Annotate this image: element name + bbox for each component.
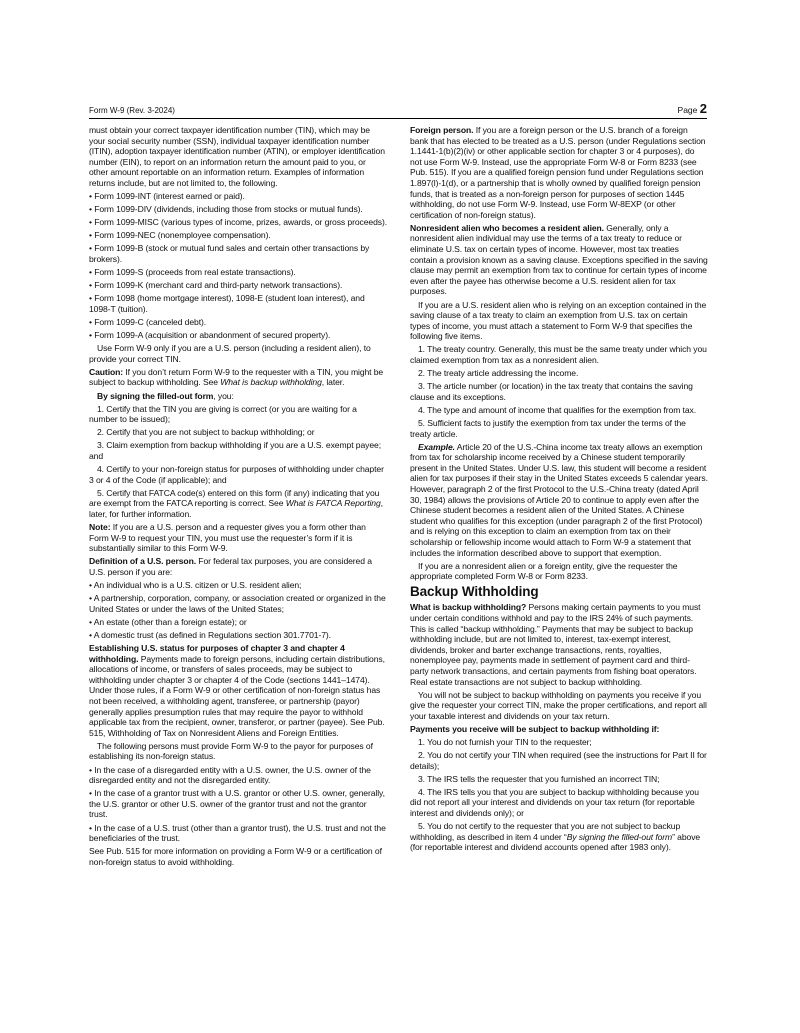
paragraph-text: You will not be subject to backup withholding on payments you receive if you give the requester your correct TIN, make the proper certifications, and report all your taxable interest and dividends on your tax return. [410,689,707,721]
paragraph [89,293,387,314]
paragraph-text: , later. [321,377,345,388]
paragraph-lead: By signing the filled-out form [97,390,214,401]
paragraph [410,125,708,220]
paragraph [410,418,708,439]
paragraph [89,741,387,762]
paragraph [89,522,387,554]
paragraph-text: 1. The treaty country. Generally, this must be the same treaty under which you claimed exemption from tax as a nonresident alien. [410,344,707,365]
paragraph-text: • Form 1099-INT (interest earned or paid). [89,191,245,202]
paragraph [89,556,387,577]
page-number [678,101,707,116]
paragraph-text: The following persons must provide Form W-9 to the payor for purposes of establishing its non-foreign status. [89,740,373,762]
paragraph [89,404,387,425]
paragraph [89,217,387,228]
paragraph-text: • A domestic trust (as defined in Regulations section 301.7701-7). [89,629,331,640]
paragraph-text: • In the case of a disregarded entity with a U.S. owner, the U.S. owner of the disregarded entity and not the disregarded entity. [89,764,371,786]
paragraph-lead: What is backup withholding? [410,602,527,613]
paragraph-text: If you are a nonresident alien or a foreign entity, give the requester the appropriate completed Form W-8 or Form 8233. [410,560,678,582]
paragraph [89,823,387,844]
paragraph [89,191,387,202]
paragraph [89,317,387,328]
paragraph-lead: Foreign person. [410,125,474,135]
paragraph-reference: What is FATCA Reporting [285,498,381,509]
paragraph-text: 4. Certify to your non-foreign status for purposes of withholding under chapter 3 or 4 of the Code (if applicable); and [89,464,384,485]
paragraph-text: ” above (for reportable interest and dividend accounts opened after 1983 only). [410,831,701,853]
paragraph-text: • A partnership, corporation, company, or association created or organized in the United States or under the laws of the United States; [89,593,386,614]
paragraph [89,593,387,614]
paragraph-text: Article 20 of the U.S.-China income tax treaty allows an exemption from tax for scholarship income received by a Chinese student temporarily present in the United States. Under U.S. law, this student will become a resident alien for tax purposes if their stay in the United States exceeds 5 calendar years. However, paragraph 2 of the first Protocol to the U.S.-China treaty (dated April 30, 1984) allows the provisions of Article 20 to continue to apply even after the Chinese student becomes a resident alien of the United States. A Chinese student who qualifies for this exception (under paragraph 2 of the first Protocol) and is relying on this exception to claim an exemption from tax on their scholarship or fellowship income would attach to Form W-9 a statement that includes the information described above to support that exemption. [410,441,708,558]
paragraph [89,427,387,438]
paragraph [410,561,708,582]
paragraph [89,440,387,461]
paragraph-text: , later, for further information. [89,498,383,519]
paragraph-text: Persons making certain payments to you must under certain conditions withhold and pay to the IRS 24% of such payments. This is called “backup withholding.” Payments that may be subject to backup withholding include, but are not limited to, interest, tax-exempt interest, dividends, broker and barter exchange transactions, rents, royalties, nonemployee pay, payments made in settlement of payment card and third-party network transactions, and certain payments from fishing boat operators. Real estate transactions are not subject to backup withholding. [410,602,701,687]
paragraph-text: 5. Certify that FATCA code(s) entered on this form (if any) indicating that you are exempt from the FATCA reporting is correct. See [89,487,380,509]
paragraph [410,750,708,771]
paragraph-text: If you are a foreign person or the U.S. branch of a foreign bank that has elected to be treated as a U.S. person (under Regulations section 1.1441-1(b)(2)(iv) or other applicable section for chapter 3 or 4 purposes), do not use Form W-9. Instead, use the appropriate Form W-8 or Form 8233 (see Pub. 515). If you are a qualified foreign pension fund under Regulations section 1.897(l)-1(d), or a partnership that is wholly owned by qualified foreign pension funds, that is treated as a non-foreign person for purposes of section 1445 withholding, do not use Form W-9. Instead, use Form W-8EXP (or other certification of non-foreign status). [410,125,706,220]
left-column [89,125,387,870]
paragraph-text: , you: [213,390,234,401]
page-number-value: 2 [699,101,707,116]
paragraph-text: • Form 1099-K (merchant card and third-party network transactions). [89,280,343,291]
paragraph-reference: By signing the filled-out form [566,831,673,842]
paragraph [410,381,708,402]
paragraph-text: Payments made to foreign persons, including certain distributions, allocations of income, or transfers of sales proceeds, may be subject to withholding under chapter 3 or chapter 4 of the Code (sections 1441–1474). Under those rules, if a Form W-9 or other certification of non-foreign status has not been received, a withholding agent, transferee, or partnership (payor) generally applies presumption rules that may require the payor to withhold applicable tax from the recipient, owner, transferor, or partner (payee). See Pub. 515, Withholding of Tax on Nonresident Aliens and Foreign Entities. [89,653,385,738]
paragraph-text: • Form 1098 (home mortgage interest), 1098-E (student loan interest), and 1098-T (tuition). [89,293,365,314]
page-label: Page [677,105,698,115]
paragraph [410,442,708,559]
paragraph [410,774,708,785]
paragraph [89,243,387,264]
form-identifier: Form W-9 (Rev. 3-2024) [89,106,175,115]
paragraph-text: must obtain your correct taxpayer identification number (TIN), which may be your social security number (SSN), individual taxpayer identification number (ITIN), adoption taxpayer identification number (ATIN), or employer identification number (EIN), to report on an information return the amount paid to you, or other amount reportable on an information return. Examples of information returns include, but are not limited to, the following. [89,125,385,188]
paragraph [89,330,387,341]
paragraph-text: • Form 1099-DIV (dividends, including those from stocks or mutual funds). [89,204,363,215]
paragraph-text: • Form 1099-B (stock or mutual fund sales and certain other transactions by brokers). [89,243,370,265]
paragraph [89,788,387,820]
paragraph [89,643,387,738]
paragraph-text: • In the case of a grantor trust with a U.S. grantor or other U.S. owner, generally, the U.S. grantor or other U.S. owner of the grantor trust and not the grantor trust. [89,788,385,820]
paragraph-lead: Definition of a U.S. person. [89,556,197,567]
paragraph-text: 4. The type and amount of income that qualifies for the exemption from tax. [418,404,697,415]
paragraph-reference: What is backup withholding [220,377,322,388]
paragraph-text: • Form 1099-S (proceeds from real estate transactions). [89,267,296,278]
paragraph-text: 3. The article number (or location) in the tax treaty that contains the saving clause and its exceptions. [410,381,693,402]
paragraph-text: • Form 1099-A (acquisition or abandonment of secured property). [89,330,331,341]
paragraph-lead: Payments you receive will be subject to backup withholding if: [410,723,660,734]
paragraph [89,230,387,241]
paragraph-text: 4. The IRS tells you that you are subject to backup withholding because you did not report all your interest and dividends on your tax return (for reportable interest and dividends only); or [410,786,699,819]
paragraph-text: • Form 1099-C (canceled debt). [89,317,207,327]
paragraph [89,765,387,786]
paragraph [89,617,387,628]
paragraph [410,821,708,853]
paragraph-text: 2. You do not certify your TIN when required (see the instructions for Part II for details); [410,750,707,771]
paragraph [89,630,387,641]
paragraph [410,737,708,748]
paragraph [410,368,708,379]
paragraph [410,690,708,722]
paragraph-text: 1. You do not furnish your TIN to the requester; [418,736,592,747]
paragraph-lead: Example. [418,441,455,452]
paragraph-text: 5. Sufficient facts to justify the exemption from tax under the terms of the treaty article. [410,417,686,439]
paragraph-lead: Note: [89,522,111,533]
paragraph-text: • In the case of a U.S. trust (other than a grantor trust), the U.S. trust and not the beneficiaries of the trust. [89,822,386,844]
paragraph-text: 3. The IRS tells the requester that you furnished an incorrect TIN; [418,773,660,784]
paragraph-lead: Establishing U.S. status for purposes of chapter 3 and chapter 4 withholding. [89,643,345,664]
paragraph-text: 5. You do not certify to the requester that you are not subject to backup withholding, as described in item 4 under “ [410,821,681,842]
paragraph-text: If you are a U.S. person and a requester gives you a form other than Form W-9 to request your TIN, you must use the requester’s form if it is substantially similar to this Form W-9. [89,522,366,554]
paragraph [89,846,387,867]
paragraph-text: 1. Certify that the TIN you are giving is correct (or you are waiting for a number to be issued); [89,403,357,425]
paragraph-text: 3. Claim exemption from backup withholding if you are a U.S. exempt payee; and [89,440,381,462]
paragraph [89,488,387,520]
paragraph-text: 2. The treaty article addressing the income. [418,368,579,379]
paragraph [410,300,708,342]
paragraph [89,343,387,364]
paragraph [410,602,708,687]
paragraph-text: • Form 1099-MISC (various types of income, prizes, awards, or gross proceeds). [89,217,388,228]
paragraph-lead: Caution: [89,366,124,377]
paragraph-text: Use Form W-9 only if you are a U.S. person (including a resident alien), to provide your correct TIN. [89,343,371,364]
paragraph-text: If you are a U.S. resident alien who is relying on an exception contained in the saving clause of a tax treaty to claim an exemption from U.S. tax on certain types of income, you must attach a statement to Form W-9 that specifies the following five items. [410,299,707,342]
paragraph-text: • Form 1099-NEC (nonemployee compensation). [89,230,271,241]
paragraph-text: See Pub. 515 for more information on providing a Form W-9 or a certification of non-foreign status to avoid withholding. [89,846,382,867]
paragraph [89,280,387,291]
paragraph [89,125,387,189]
paragraph [89,267,387,278]
paragraph [89,204,387,215]
paragraph-text: Generally, only a nonresident alien individual may use the terms of a tax treaty to reduce or eliminate U.S. tax on certain types of income. However, most tax treaties contain a provision known as a saving clause. Exceptions specified in the saving clause may permit an exemption from tax to continue for certain types of income even after the payee has otherwise become a U.S. resident alien for tax purposes. [410,222,708,297]
paragraph-text: For federal tax purposes, you are considered a U.S. person if you are: [89,556,372,577]
paragraph [89,580,387,591]
right-column [410,125,708,855]
paragraph [89,367,387,388]
section-heading: Backup Withholding [410,584,539,600]
paragraph [410,344,708,365]
header-rule [89,118,707,119]
paragraph [89,464,387,485]
paragraph-text: • An individual who is a U.S. citizen or U.S. resident alien; [89,580,302,591]
paragraph [410,787,708,819]
paragraph [410,724,708,735]
paragraph [89,391,387,402]
paragraph-text: • An estate (other than a foreign estate); or [89,616,247,627]
paragraph-text: 2. Certify that you are not subject to backup withholding; or [97,427,315,438]
paragraph [410,223,708,297]
paragraph [410,405,708,416]
paragraph-lead: Nonresident alien who becomes a resident alien. [410,222,604,233]
paragraph-text: If you don’t return Form W-9 to the requester with a TIN, you might be subject to backup withholding. See [89,366,384,388]
